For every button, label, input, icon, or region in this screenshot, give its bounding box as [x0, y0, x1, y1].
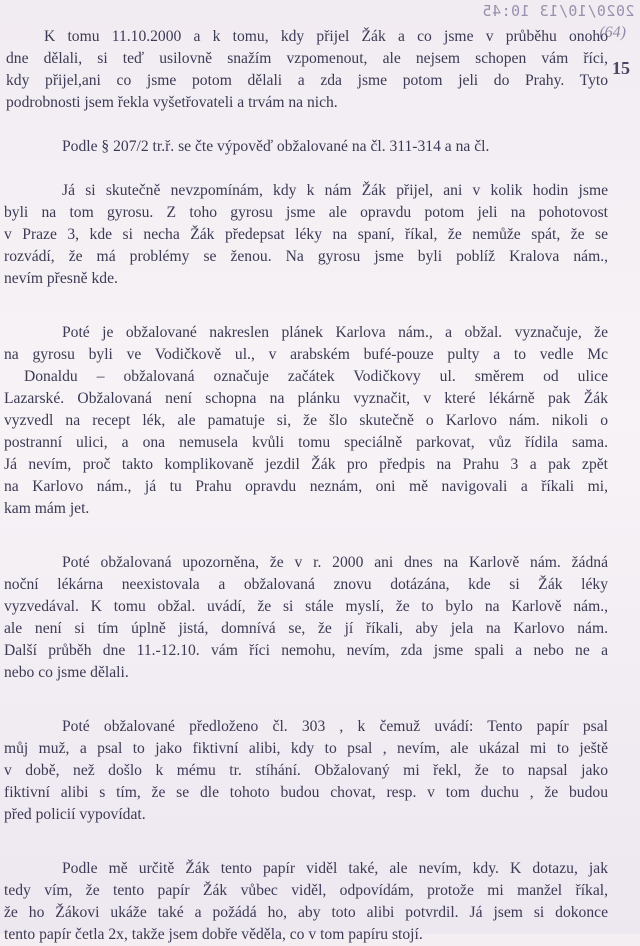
text-line: Další průběh dne 11.-12.10. vám říci nemohu, nevím, zda jsme spali a nebo ne a — [4, 642, 608, 659]
text-line: Poté je obžalované nakreslen plánek Karlova nám., a obžal. vyznačuje, že — [62, 324, 608, 341]
text-line: kdy přijel,ani co jsme potom dělali a zda jsme potom jeli do Prahy. Tyto — [6, 72, 608, 89]
text-line: dne dělali, si teď usilovně snažím vzpomenout, ale nejsem schopen vám říci, — [6, 50, 608, 67]
text-line: můj muž, a psal to jako fiktivní alibi, kdy to psal , nevím, ale ukázal mi to ještě — [4, 740, 608, 757]
text-line: Podle § 207/2 tr.ř. se čte výpověď obžalované na čl. 311-314 a na čl. — [62, 138, 490, 155]
text-line: v Praze 3, kde si necha Žák předepsat léky na spaní, říkal, že nemůže spát, že se — [4, 226, 608, 243]
text-line: podrobnosti jsem řekla vyšetřovateli a trvám na nich. — [6, 94, 338, 111]
text-line: rozvádí, že má problémy se ženou. Na gyrosu jsme byli poblíž Kralova nám., — [4, 248, 608, 265]
text-line: Lazarské. Obžalovaná není schopna na plánku vyznačit, v které lékárně pak Žák — [4, 390, 608, 407]
text-line: na Karlovo nám., já tu Prahu opravdu neznám, oni mě navigovali a říkali mi, — [4, 478, 608, 495]
scan-timestamp: 2020/10/13 10:45 — [481, 2, 634, 20]
text-line: vyzvedával. K tomu obžal. uvádí, že si stále myslí, že to bylo na Karlově nám., — [4, 598, 608, 615]
text-line: na gyrosu byli ve Vodičkově ul., v arabském bufé-pouze pulty a to vedle Mc — [4, 346, 608, 363]
text-line: Poté obžalované předloženo čl. 303 , k čemuž uvádí: Tento papír psal — [62, 718, 608, 735]
paragraph-alibi-paper — [4, 858, 608, 946]
paragraph-document-303 — [4, 716, 608, 826]
text-line: fiktivní alibi s tím, že se dle tohoto budou chovat, resp. v tom duchu , že budou — [4, 784, 608, 801]
text-line: ale není si tím úplně jistá, domnívá se, že jí říkali, aby jela na Karlovo nám. — [4, 620, 608, 637]
text-line: nevím přesně kde. — [4, 270, 118, 287]
text-line: že ho Žákovi ukáže také a požádá ho, aby toto alibi potvrdil. Já jsem si dokonce — [4, 904, 608, 921]
paragraph-reading-statement — [4, 136, 608, 158]
paragraph-testimony-intro — [4, 26, 608, 114]
text-line: Podle mě určitě Žák tento papír viděl také, ale nevím, kdy. K dotazu, jak — [62, 860, 608, 877]
paragraph-gyros — [4, 180, 608, 290]
text-line: K tomu 11.10.2000 a k tomu, kdy přijel Žák a co jsme v průběhu onoho — [44, 28, 608, 45]
text-line: postranní ulici, a ona nemusela kvůli tomu speciálně parkovat, vůz řídila sama. — [4, 434, 608, 451]
page-number: 15 — [612, 58, 630, 78]
text-line: tedy vím, že tento papír Žák vůbec viděl, odpovídám, protože mi manžel říkal, — [4, 882, 608, 899]
text-line: nebo co jsme dělali. — [4, 664, 129, 681]
text-line: tento papír četla 2x, takže jsem dobře věděla, co v tom papíru stojí. — [4, 926, 423, 943]
text-line: Já nevím, proč takto komplikovaně jezdil Žák pro předpis na Prahu 3 a pak zpět — [4, 456, 608, 473]
text-line: před policií vypovídat. — [4, 806, 146, 823]
margin-note: (64) — [599, 24, 626, 41]
text-line: Donaldu – obžalovaná označuje začátek Vodičkovy ul. směrem od ulice — [24, 368, 608, 385]
document-body — [4, 26, 608, 946]
text-line: noční lékárna neexistovala a obžalovaná znovu dotázána, kde si Žák léky — [4, 576, 608, 593]
text-line: v době, než došlo k mému tr. stíhání. Obžalovaný mi řekl, že to napsal jako — [4, 762, 608, 779]
text-line: kam mám jet. — [4, 500, 90, 517]
text-line: Poté obžalovaná upozorněna, že v r. 2000 ani dnes na Karlově nám. žádná — [62, 554, 608, 571]
text-line: Já si skutečně nevzpomínám, kdy k nám Žák přijel, ani v kolik hodin jsme — [62, 182, 608, 199]
paragraph-pharmacy-question — [4, 552, 608, 684]
text-line: vyzvedl na recept lék, ale pamatuje si, že šlo skutečně o Karlovo nám. nikoli o — [4, 412, 608, 429]
paragraph-map-sketch — [4, 322, 608, 520]
text-line: byli na tom gyrosu. Z toho gyrosu jsme ale opravdu potom jeli na pohotovost — [4, 204, 608, 221]
